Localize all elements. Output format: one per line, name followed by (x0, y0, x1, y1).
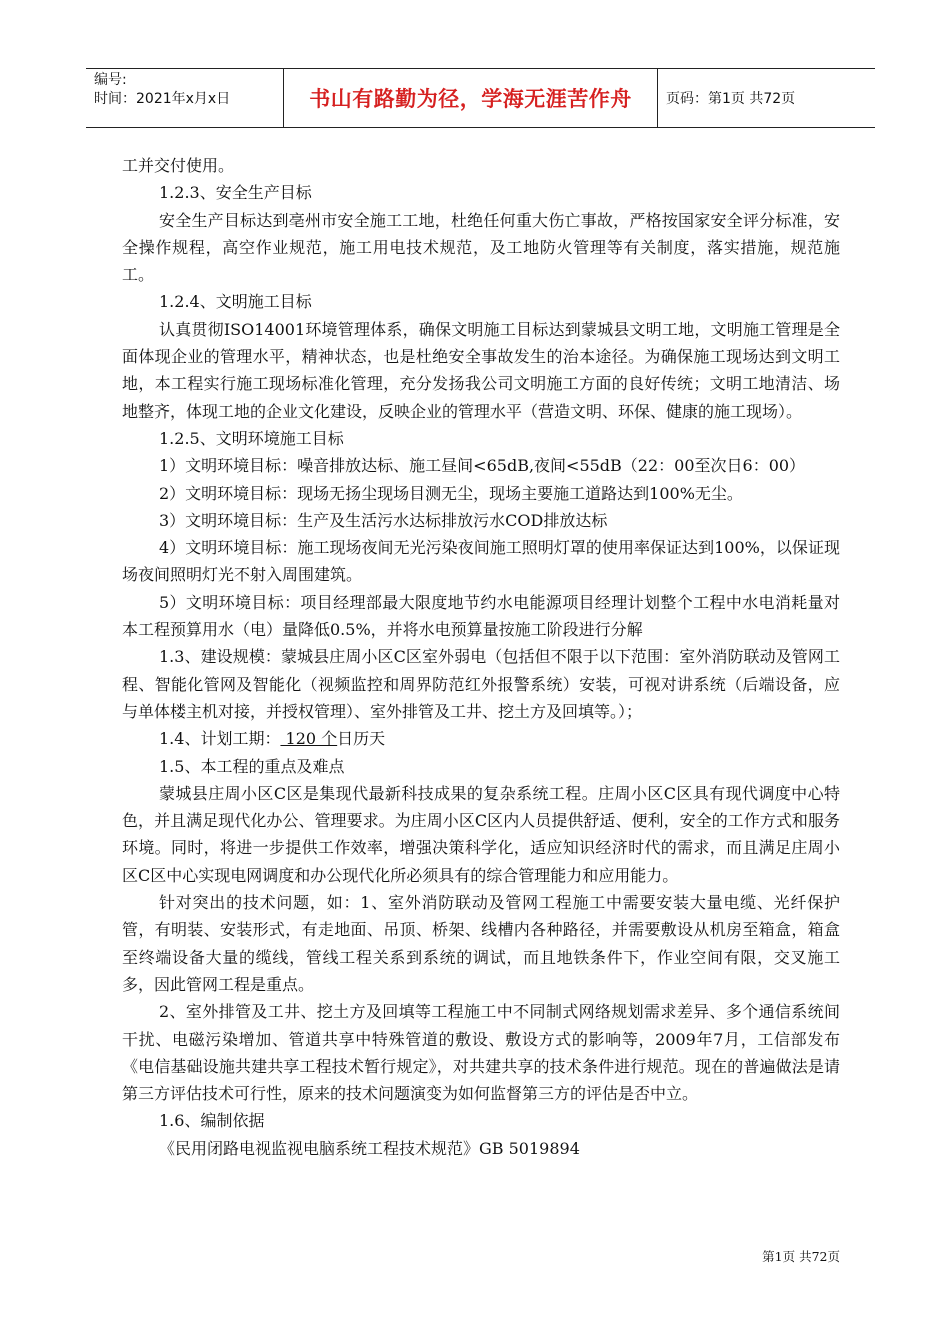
header-page-number: 页码：第1页 共72页 (666, 91, 796, 107)
page-header (86, 68, 875, 128)
document-time-label: 时间：2021年x月x日 (94, 91, 231, 107)
list-item: 5）文明环境目标：项目经理部最大限度地节约水电能源项目经理计划整个工程中水电消耗量对本工程预算用水（电）量降低0.5%，并将水电预算量按施工阶段进行分解 (122, 592, 840, 640)
paragraph: 认真贯彻ISO14001环境管理体系，确保文明施工目标达到蒙城县文明工地，文明施工管理是全面体现企业的管理水平，精神状态，也是杜绝安全事故发生的治本途径。为确保施工现场达到文明工地，本工程实行施工现场标准化管理，充分发扬我公司文明施工方面的良好传统；文明工地清洁、场地整齐，体现工地的企业文化建设，反映企业的管理水平（营造文明、环保、健康的施工现场）。 (122, 319, 840, 421)
page-footer-number: 第1页 共72页 (762, 1249, 840, 1264)
section-heading: 1.6、编制依据 (159, 1111, 265, 1131)
paragraph: 工并交付使用。 (122, 156, 235, 175)
paragraph: 蒙城县庄周小区C区是集现代最新科技成果的复杂系统工程。庄周小区C区具有现代调度中心特色，并且满足现代化办公、管理要求。为庄周小区C区内人员提供舒适、便利，安全的工作方式和服务环境。同时，将进一步提供工作效率，增强决策科学化，适应知识经济时代的需求，而且满足庄周小区C区中心实现电网调度和办公现代化所必须具有的综合管理能力和应用能力。 (122, 783, 840, 885)
paragraph: 针对突出的技术问题，如：1、室外消防联动及管网工程施工中需要安装大量电缆、光纤保护管，有明装、安装形式，有走地面、吊顶、桥架、线槽内各种路径，并需要敷设从机房至箱盒，箱盒至终端设备大量的缆线，管线工程关系到系统的调试，而且地铁条件下，作业空间有限，交叉施工多，因此管网工程是重点。 (122, 893, 840, 994)
list-item: 2）文明环境目标：现场无扬尘现场目测无尘，现场主要施工道路达到100%无尘。 (159, 483, 743, 503)
paragraph: 2、室外排管及工井、挖土方及回填等工程施工中不同制式网络规划需求差异、多个通信系统间干扰、电磁污染增加、管道共享中特殊管道的敷设、敷设方式的影响等，2009年7月，工信部发布《电信基础设施共建共享工程技术暂行规定》，对共建共享的技术条件进行规范。现在的普遍做法是请第三方评估技术可行性，原来的技术问题演变为如何监督第三方的评估是否中立。 (122, 1002, 840, 1104)
section-heading: 1.2.3、安全生产目标 (159, 183, 312, 203)
schedule-unit: 日历天 (337, 729, 386, 749)
header-info (86, 69, 284, 127)
header-motto: 书山有路勤为径，学海无涯苦作舟 (284, 69, 658, 127)
section-heading: 1.5、本工程的重点及难点 (159, 756, 345, 776)
paragraph: 《民用闭路电视监视电脑系统工程技术规范》GB 5019894 (159, 1138, 580, 1158)
document-body (122, 152, 840, 1162)
schedule-line (122, 725, 840, 752)
schedule-duration: 120 个 (280, 729, 338, 749)
document-number-label: 编号: (94, 72, 127, 88)
paragraph: 1.3、建设规模：蒙城县庄周小区C区室外弱电（包括但不限于以下范围：室外消防联动及管网工程、智能化管网及智能化（视频监控和周界防范红外报警系统）安装，可视对讲系统（后端设备，应与单体楼主机对接，并授权管理）、室外排管及工井、挖土方及回填等。）； (122, 647, 840, 721)
paragraph: 安全生产目标达到亳州市安全施工工地，杜绝任何重大伤亡事故，严格按国家安全评分标准，安全操作规程，高空作业规范，施工用电技术规范，及工地防火管理等有关制度，落实措施，规范施工。 (122, 210, 840, 285)
schedule-label: 1.4、计划工期： (159, 729, 281, 749)
list-item: 3）文明环境目标：生产及生活污水达标排放污水COD排放达标 (159, 510, 608, 530)
list-item: 4）文明环境目标：施工现场夜间无光污染夜间施工照明灯罩的使用率保证达到100%，以保证现场夜间照明灯光不射入周围建筑。 (122, 538, 840, 585)
section-heading: 1.2.5、文明环境施工目标 (159, 428, 344, 448)
list-item: 1）文明环境目标：噪音排放达标、施工昼间<65dB,夜间<55dB（22：00至次日6：00） (159, 456, 806, 476)
section-heading: 1.2.4、文明施工目标 (159, 292, 312, 312)
